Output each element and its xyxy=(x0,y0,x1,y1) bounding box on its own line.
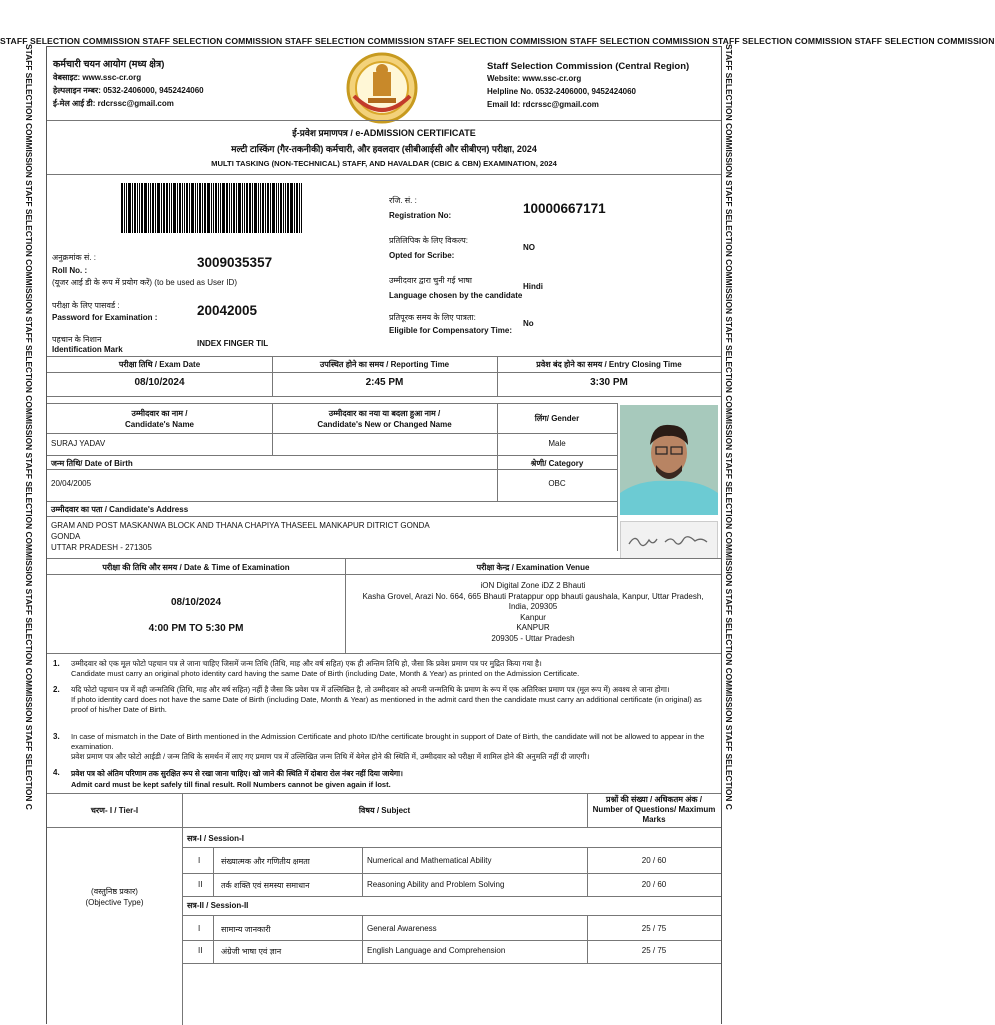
exam-row-num: I xyxy=(198,856,201,865)
scribe-label-en: Opted for Scribe: xyxy=(389,251,455,260)
barcode-bar xyxy=(229,183,230,233)
instruction-number: 3. xyxy=(53,732,60,741)
language-label-en: Language chosen by the candidate xyxy=(389,291,523,300)
header-left-email: ई-मेल आई डी: rdcrssc@gmail.com xyxy=(53,99,174,108)
signature-image xyxy=(620,521,718,559)
password-value: 20042005 xyxy=(197,303,258,318)
reporting-time-label: उपस्थित होने का समय / Reporting Time xyxy=(319,360,450,369)
barcode-bar xyxy=(169,183,170,233)
exam-row-num: II xyxy=(198,946,203,955)
barcode-bar xyxy=(132,183,133,233)
instruction-en: Admit card must be kept safely till final result. Roll Numbers cannot be given again if lost. xyxy=(71,780,391,789)
exam-row-marks: 20 / 60 xyxy=(641,880,667,889)
exam-row-num: I xyxy=(198,924,201,933)
roll-note: (यूजर आई डी के रूप में प्रयोग करें) (to be used as User ID) xyxy=(52,278,237,287)
exam-datetime-date: 08/10/2024 xyxy=(170,597,222,608)
session1-label: सत्र-I / Session-I xyxy=(187,834,244,843)
barcode-bar xyxy=(148,183,149,233)
barcode-bar xyxy=(166,183,168,233)
venue-line: KANPUR xyxy=(516,623,550,632)
exam-date-value: 08/10/2024 xyxy=(134,377,185,388)
barcode-bar xyxy=(262,183,264,233)
subject-header: विषय / Subject xyxy=(358,806,411,815)
identification-value: INDEX FINGER TIL xyxy=(197,339,269,348)
barcode-bar xyxy=(171,183,172,233)
objective-type-hi: (वस्तुनिष्ठ प्रकार) xyxy=(91,887,138,896)
venue-line: Kanpur xyxy=(520,612,546,622)
barcode-bar xyxy=(186,183,188,233)
title-line2: मल्टी टास्किंग (गैर-तकनीकी) कर्मचारी, और हवलदार (सीबीआईसी और सीबीएन) परीक्षा, 2024 xyxy=(231,144,537,154)
roll-label-en: Roll No. : xyxy=(52,266,88,275)
barcode-bar xyxy=(276,183,277,233)
barcode-bar xyxy=(272,183,275,233)
barcode-bar xyxy=(294,183,295,233)
barcode-bar xyxy=(265,183,266,233)
language-value: Hindi xyxy=(523,282,543,291)
compensatory-label-en: Eligible for Compensatory Time: xyxy=(389,326,512,335)
ssc-emblem-icon xyxy=(344,50,420,126)
barcode-bar xyxy=(139,183,140,233)
candidate-photo xyxy=(620,405,718,515)
category-label: श्रेणी/ Category xyxy=(530,459,584,468)
barcode-bar xyxy=(299,183,300,233)
exam-datetime-time: 4:00 PM TO 5:30 PM xyxy=(148,623,244,634)
barcode-bar xyxy=(290,183,293,233)
barcode-bar xyxy=(141,183,143,233)
barcode-bar xyxy=(270,183,271,233)
new-name-label-hi: उम्मीदवार का नया या बदला हुआ नाम / xyxy=(328,409,441,418)
barcode-bar xyxy=(285,183,286,233)
identification-label-hi: पहचान के निशान xyxy=(52,335,102,344)
address-line2: GONDA xyxy=(51,532,81,541)
barcode-bar xyxy=(184,183,185,233)
exam-row-subject-en: English Language and Comprehension xyxy=(367,946,506,955)
header-right-helpline: Helpline No. 0532-2406000, 9452424060 xyxy=(487,87,636,96)
header-right-email: Email Id: rdcrssc@gmail.com xyxy=(487,100,599,109)
address-line3: UTTAR PRADESH - 271305 xyxy=(51,543,152,552)
registration-label-hi: रजि. सं. : xyxy=(389,196,417,205)
exam-row-subject-hi: संख्यात्मक और गणितीय क्षमता xyxy=(221,857,310,866)
entry-closing-value: 3:30 PM xyxy=(590,377,628,388)
barcode-bar xyxy=(280,183,282,233)
barcode-bar xyxy=(218,183,219,233)
address-label: उम्मीदवार का पता / Candidate's Address xyxy=(51,505,189,514)
barcode-bar xyxy=(244,183,245,233)
barcode-bar xyxy=(283,183,284,233)
exam-row-subject-hi: सामान्य जानकारी xyxy=(221,925,271,934)
entry-closing-label: प्रवेश बंद होने का समय / Entry Closing Time xyxy=(536,360,682,369)
gender-label: लिंग/ Gender xyxy=(534,414,580,423)
barcode-bar xyxy=(301,183,302,233)
instruction-4 xyxy=(71,768,711,790)
barcode-bar xyxy=(236,183,237,233)
barcode-bar xyxy=(211,183,212,233)
venue-line: India, 209305 xyxy=(508,602,558,611)
marks-header xyxy=(587,795,721,825)
barcode-bar xyxy=(163,183,165,233)
barcode-bar xyxy=(199,183,201,233)
barcode-bar xyxy=(179,183,181,233)
registration-label-en: Registration No: xyxy=(389,211,452,220)
barcode-bar xyxy=(189,183,190,233)
header-left-website: वेबसाइट: www.ssc-cr.org xyxy=(53,73,142,82)
barcode-bar xyxy=(155,183,156,233)
barcode-bar xyxy=(197,183,198,233)
venue-label: परीक्षा केन्द्र / Examination Venue xyxy=(476,563,590,572)
roll-label-hi: अनुक्रमांक सं. : xyxy=(52,253,96,262)
barcode-bar xyxy=(128,183,131,233)
dob-value: 20/04/2005 xyxy=(51,479,92,488)
identification-label-en: Identification Mark xyxy=(52,345,123,354)
venue-line: iON Digital Zone iDZ 2 Bhauti xyxy=(480,581,586,590)
instruction-number: 4. xyxy=(53,768,60,777)
admit-card xyxy=(46,46,722,1024)
session2-label: सत्र-II / Session-II xyxy=(187,901,249,910)
instruction-2 xyxy=(71,685,711,715)
compensatory-value: No xyxy=(523,319,534,328)
instruction-hi: प्रवेश प्रमाण पत्र और फोटो आईडी / जन्म तिथि के समर्थन में लाए गए प्रमाण पत्र में उल्लिखित जन्म तिथि में बेमेल होने की स्थिति में, उम्मीदवार को परीक्षा में शामिल होने की अनुमति नहीं दी जाएगी। xyxy=(71,752,590,761)
exam-date-label: परीक्षा तिथि / Exam Date xyxy=(118,360,201,369)
venue-address xyxy=(345,581,721,644)
barcode-bar xyxy=(231,183,232,233)
exam-row-subject-en: Numerical and Mathematical Ability xyxy=(367,856,492,865)
title-line1: ई-प्रवेश प्रमाणपत्र / e-ADMISSION CERTIFICATE xyxy=(292,128,476,138)
barcode-bar xyxy=(191,183,194,233)
language-label-hi: उम्मीदवार द्वारा चुनी गई भाषा xyxy=(389,276,472,285)
exam-row-marks: 25 / 75 xyxy=(641,924,667,933)
instruction-en: In case of mismatch in the Date of Birth mentioned in the Admission Certificate and photo ID/the certificate brought in support of Date of Birth, the candidate will not be allowed to appear in the examination. xyxy=(71,732,705,751)
barcode-bar xyxy=(222,183,225,233)
candidate-name-label-hi: उम्मीदवार का नाम / xyxy=(131,409,188,418)
scribe-value: NO xyxy=(523,243,535,252)
barcode-bar xyxy=(278,183,279,233)
exam-row-subject-hi: तर्क शक्ति एवं समस्या समाधान xyxy=(221,881,310,890)
barcode-bar xyxy=(252,183,253,233)
barcode-bar xyxy=(296,183,298,233)
address-line1: GRAM AND POST MASKANWA BLOCK AND THANA CHAPIYA THASEEL MANKAPUR DITRICT GONDA xyxy=(51,521,430,530)
barcode-bar xyxy=(173,183,176,233)
barcode-bar xyxy=(242,183,243,233)
password-label-hi: परीक्षा के लिए पासवर्ड : xyxy=(52,301,120,310)
candidate-name-label-en: Candidate's Name xyxy=(124,420,195,429)
venue-line: 209305 - Uttar Pradesh xyxy=(491,633,575,643)
marks-header-hi: प्रश्नों की संख्या / अधिकतम अंक / xyxy=(606,795,702,804)
barcode-bar xyxy=(220,183,221,233)
barcode-bar xyxy=(202,183,203,233)
instruction-hi: उम्मीदवार को एक मूल फोटो पहचान पत्र ले जाना चाहिए जिसमें जन्म तिथि (तिथि, माह और वर्ष सहित) एक ही अन्तिम तिथि हो, जैसा कि प्रवेश प्रमाण पत्र पर मुद्रित किया गया है। xyxy=(71,659,542,668)
exam-row-num: II xyxy=(198,880,203,889)
barcode-bar xyxy=(233,183,235,233)
instruction-hi: यदि फोटो पहचान पत्र में वही जन्मतिथि (तिथि, माह और वर्ष सहित) नहीं है जैसा कि प्रवेश पत्र में उल्लिखित है, तो उम्मीदवार को अपनी जन्मतिथि के प्रमाण के रूप में एक अतिरिक्त प्रमाण पत्र (मूल रूप में) अवश्य ले जाना होगा। xyxy=(71,685,670,694)
registration-value: 10000667171 xyxy=(523,201,606,216)
barcode-bar xyxy=(287,183,289,233)
barcode-bar xyxy=(124,183,125,233)
barcode-bar xyxy=(161,183,162,233)
tier-header: चरण- I / Tier-I xyxy=(90,806,139,815)
header-left-title: कर्मचारी चयन आयोग (मध्य क्षेत्र) xyxy=(53,59,165,70)
instruction-hi: प्रवेश पत्र को अंतिम परिणाम तक सुरक्षित रूप से रखा जाना चाहिए। खो जाने की स्थिति में दोबारा रोल नंबर नहीं दिया जायेगा। xyxy=(71,769,403,778)
barcode-bar xyxy=(213,183,214,233)
barcode-bar xyxy=(267,183,269,233)
barcode-bar xyxy=(152,183,154,233)
header-right-title: Staff Selection Commission (Central Region) xyxy=(487,61,690,72)
frame-left-text: STAFF SELECTION COMMISSION STAFF SELECTION COMMISSION STAFF SELECTION COMMISSION STAFF SELECTION COMMISSION STAFF SELECTION COMMISSION STAFF SELECTION C xyxy=(24,44,34,810)
new-name-label-en: Candidate's New or Changed Name xyxy=(317,420,452,429)
datetime-label: परीक्षा की तिथि और समय / Date & Time of Examination xyxy=(102,563,290,572)
barcode-bar xyxy=(249,183,251,233)
category-value: OBC xyxy=(548,479,566,488)
exam-row-subject-en: Reasoning Ability and Problem Solving xyxy=(367,880,505,889)
barcode-bar xyxy=(207,183,210,233)
instruction-number: 2. xyxy=(53,685,60,694)
header-left-helpline: हेल्पलाइन नम्बर: 0532-2406000, 9452424060 xyxy=(53,86,204,95)
instruction-3 xyxy=(71,732,711,762)
instruction-1 xyxy=(71,659,711,679)
instruction-number: 1. xyxy=(53,659,60,668)
exam-row-subject-hi: अंग्रेजी भाषा एवं ज्ञान xyxy=(221,947,282,956)
barcode-bar xyxy=(126,183,127,233)
objective-type-en: (Objective Type) xyxy=(85,898,144,907)
barcode-bar xyxy=(238,183,241,233)
barcode-bar xyxy=(260,183,261,233)
barcode-bar xyxy=(226,183,228,233)
candidate-name-value: SURAJ YADAV xyxy=(51,439,106,448)
barcode-bar xyxy=(134,183,136,233)
marks-header-en: Number of Questions/ Maximum Marks xyxy=(592,805,716,824)
barcode-bar xyxy=(246,183,248,233)
barcode-bar xyxy=(150,183,151,233)
scribe-label-hi: प्रतिलिपिक के लिए विकल्प: xyxy=(389,236,469,245)
password-label-en: Password for Examination : xyxy=(52,313,158,322)
exam-row-marks: 25 / 75 xyxy=(641,946,667,955)
barcode-bar xyxy=(137,183,138,233)
compensatory-label-hi: प्रतिपूरक समय के लिए पात्रता: xyxy=(389,313,476,322)
barcode-bar xyxy=(254,183,257,233)
barcode-bar xyxy=(195,183,196,233)
barcode-bar xyxy=(177,183,178,233)
barcode-bar xyxy=(144,183,147,233)
venue-line: Kasha Grovel, Arazi No. 664, 665 Bhauti Pratappur opp bhauti gaushala, Kanpur, Uttar Pradesh, xyxy=(362,591,704,601)
dob-label: जन्म तिथि/ Date of Birth xyxy=(51,459,133,468)
barcode-bar xyxy=(157,183,160,233)
instruction-en: If photo identity card does not have the same Date of Birth (including Date, Month & Year) as mentioned in the admit card then the candidate must carry an additional certificate (in original) as proof of his/her Date of Birth. xyxy=(71,695,702,714)
barcode-icon xyxy=(121,183,303,233)
exam-row-marks: 20 / 60 xyxy=(641,856,667,865)
barcode-bar xyxy=(258,183,259,233)
frame-right-text: STAFF SELECTION COMMISSION STAFF SELECTION COMMISSION STAFF SELECTION COMMISSION STAFF SELECTION COMMISSION STAFF SELECTION COMMISSION STAFF SELECTION C xyxy=(724,44,734,810)
barcode-bar xyxy=(204,183,206,233)
frame-top-text: STAFF SELECTION COMMISSION STAFF SELECTION COMMISSION STAFF SELECTION COMMISSION STAFF SELECTION COMMISSION STAFF SELECTION COMMISSION STAFF SELECTION COMMISSION STAFF SELECTION COMMISSION xyxy=(0,36,995,46)
reporting-time-value: 2:45 PM xyxy=(365,377,404,388)
title-line3: MULTI TASKING (NON-TECHNICAL) STAFF, AND HAVALDAR (CBIC & CBN) EXAMINATION, 2024 xyxy=(211,159,557,168)
roll-value: 3009035357 xyxy=(197,255,273,270)
barcode-bar xyxy=(215,183,217,233)
instruction-en: Candidate must carry an original photo identity card having the same Date of Birth (including Date, Month & Year) as printed on the Admission Certificate. xyxy=(71,669,580,678)
barcode-bar xyxy=(121,183,123,233)
header-right-website: Website: www.ssc-cr.org xyxy=(487,74,582,83)
barcode-bar xyxy=(182,183,183,233)
exam-row-subject-en: General Awareness xyxy=(367,924,437,933)
gender-value: Male xyxy=(548,439,566,448)
